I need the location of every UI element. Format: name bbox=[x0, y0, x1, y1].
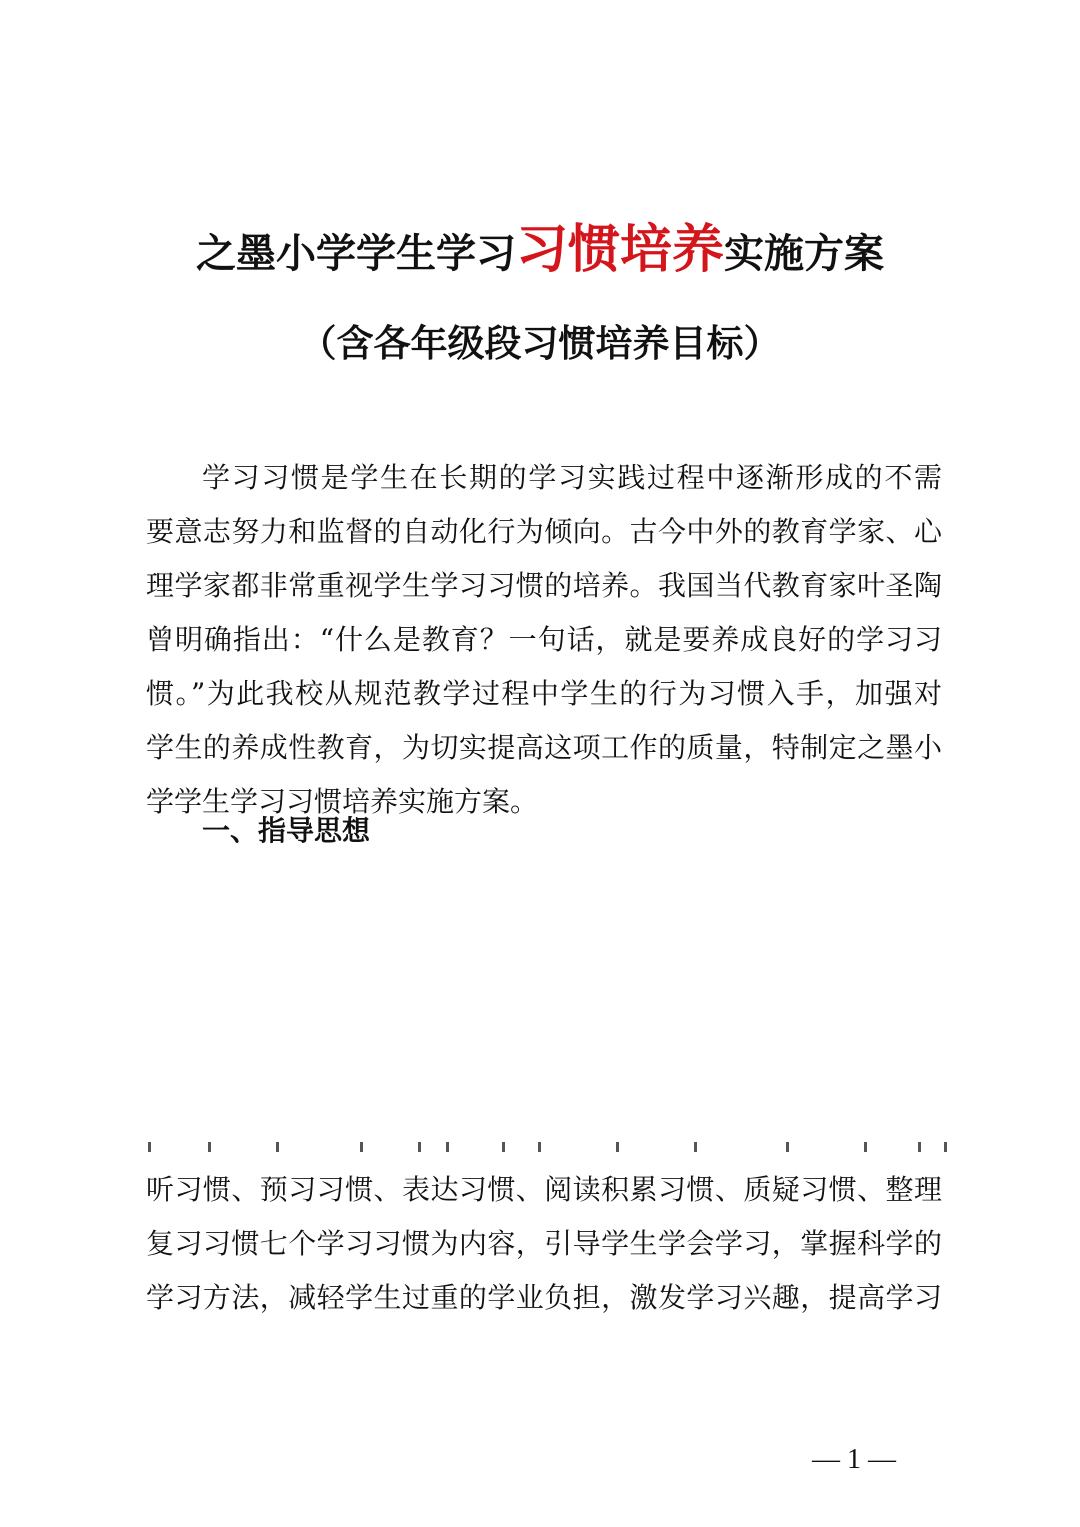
intro-line: 学学生学习习惯培养实施方案。 bbox=[146, 785, 539, 818]
page-number: — 1 — bbox=[812, 1444, 896, 1475]
intro-line: 理学家都非常重视学生学习习惯的培养。我国当代教育家叶圣陶 bbox=[146, 569, 942, 602]
continued-line: 学习方法，减轻学生过重的学业负担，激发学习兴趣，提高学习 bbox=[146, 1281, 942, 1314]
intro-line: 惯。”为此我校从规范教学过程中学生的行为习惯入手，加强对 bbox=[146, 677, 942, 710]
title-suffix: 实施方案 bbox=[724, 231, 884, 277]
intro-line: 学习习惯是学生在长期的学习实践过程中逐渐形成的不需 bbox=[202, 461, 942, 494]
intro-line: 学生的养成性教育，为切实提高这项工作的质量，特制定之墨小 bbox=[146, 731, 942, 764]
section-heading-guiding-thought: 一、指导思想 bbox=[202, 814, 371, 847]
intro-line: 曾明确指出：“什么是教育？一句话，就是要养成良好的学习习 bbox=[146, 623, 942, 656]
title-prefix: 之墨小学学生学习 bbox=[195, 231, 516, 277]
continued-line: 复习习惯七个学习习惯为内容，引导学生学会学习，掌握科学的 bbox=[146, 1227, 942, 1260]
document-title bbox=[0, 218, 1080, 286]
intro-line: 要意志努力和监督的自动化行为倾向。古今中外的教育学家、心 bbox=[146, 515, 942, 548]
continued-line: 听习惯、预习习惯、表达习惯、阅读积累习惯、质疑习惯、整理 bbox=[146, 1173, 942, 1206]
document-subtitle: （含各年级段习惯培养目标） bbox=[299, 322, 781, 365]
title-emphasis: 习惯培养 bbox=[515, 220, 724, 280]
cut-off-text-line bbox=[146, 1138, 952, 1152]
intro-paragraph bbox=[146, 451, 942, 829]
continued-paragraph bbox=[146, 1163, 942, 1325]
